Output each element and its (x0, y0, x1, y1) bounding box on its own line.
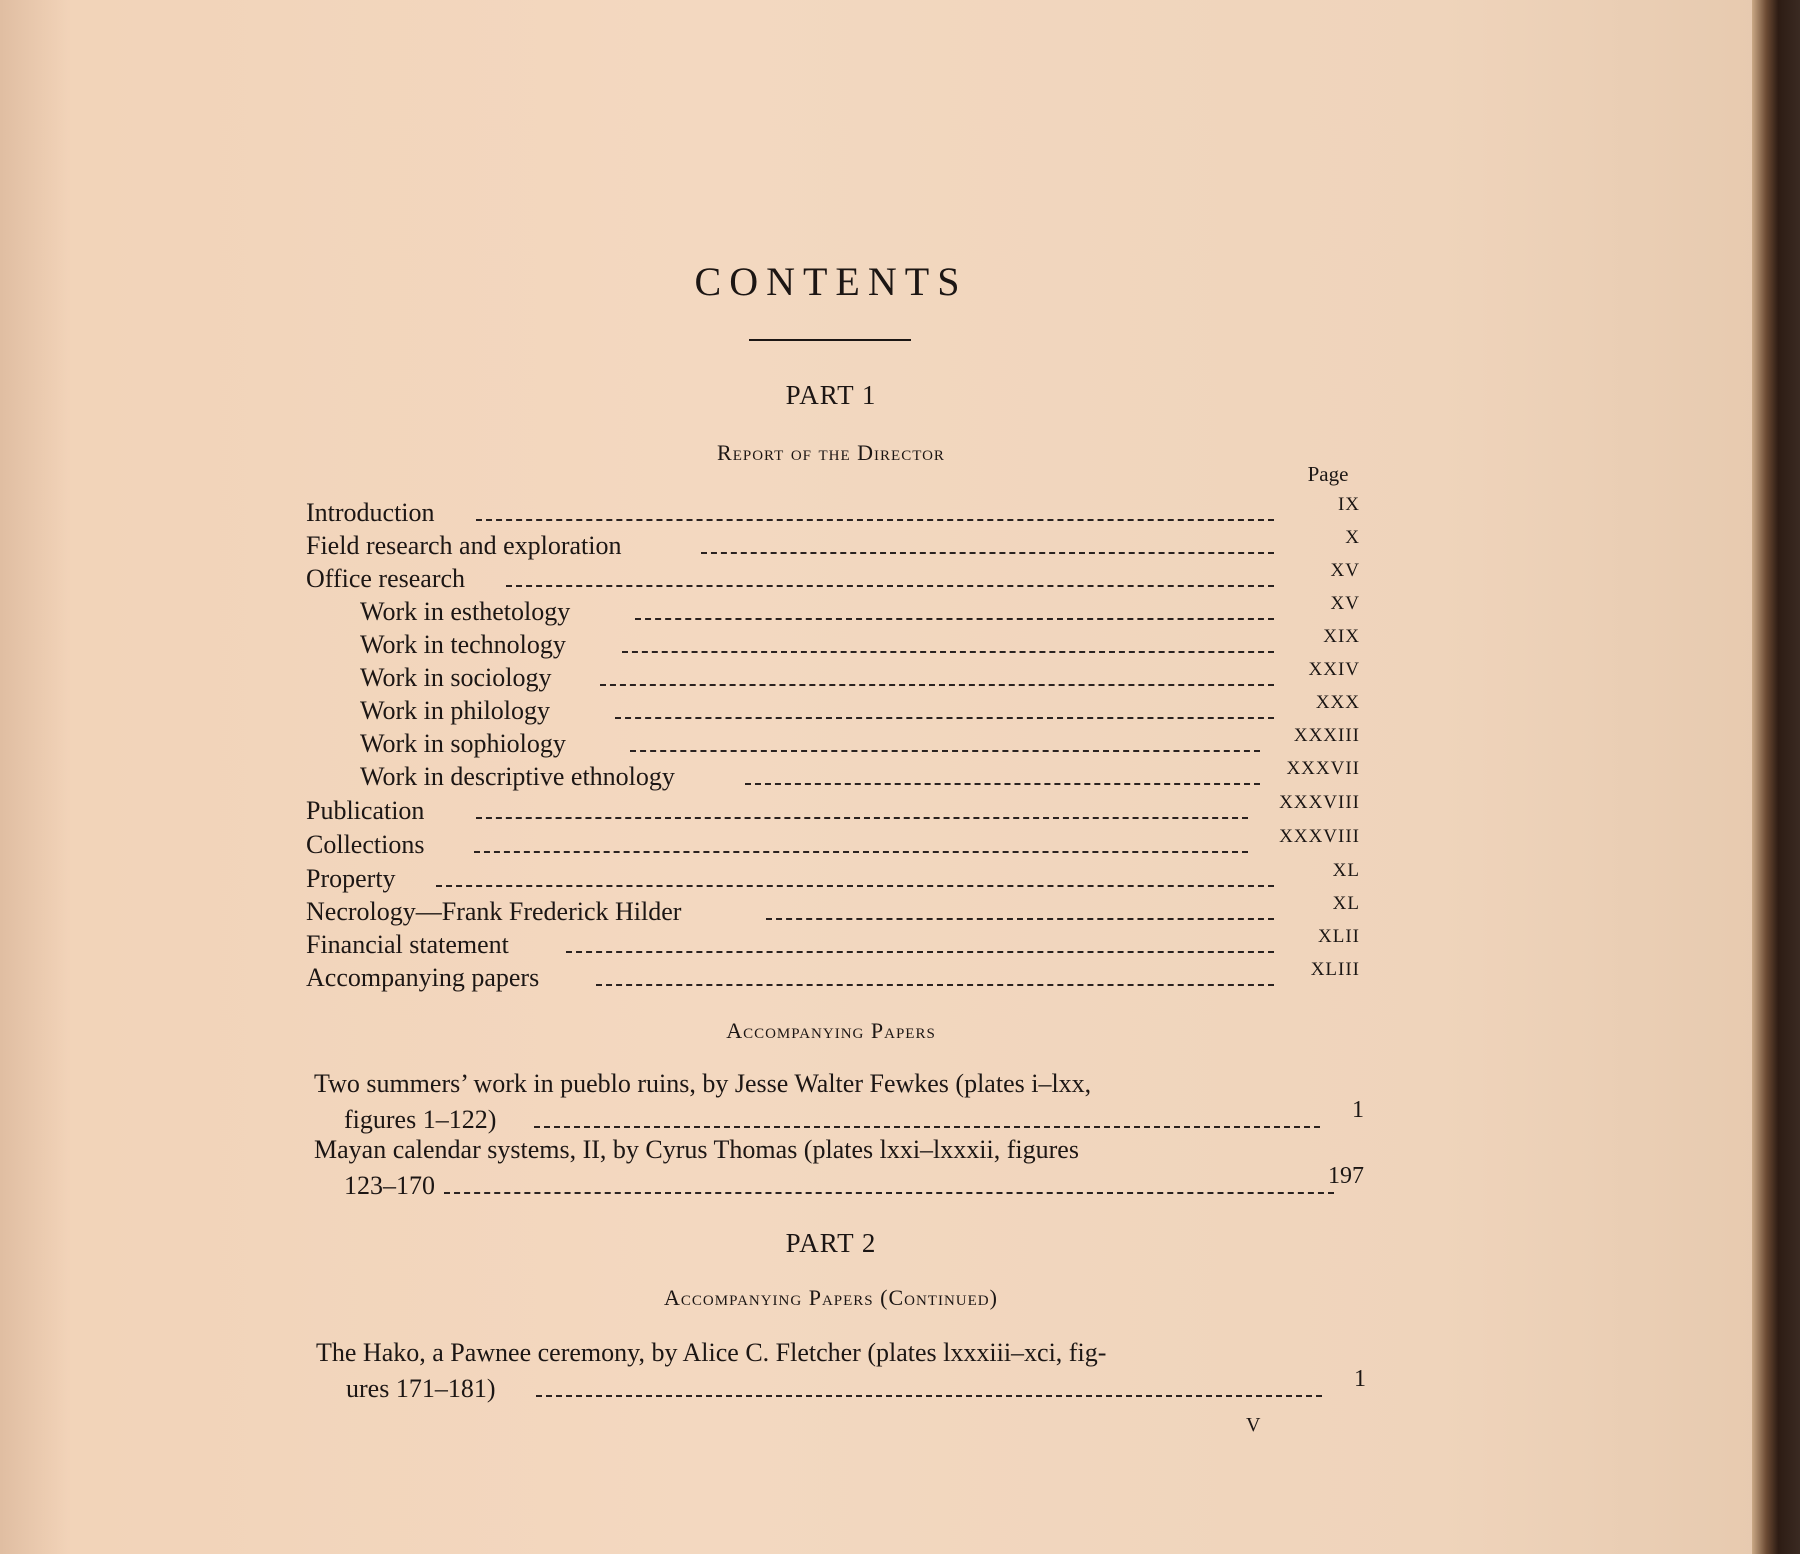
toc-label: Work in sociology (360, 663, 552, 692)
toc-page-number: XIX (1323, 626, 1360, 647)
toc-row (306, 527, 1360, 562)
toc-label: Work in philology (360, 696, 551, 725)
toc-row (360, 692, 1360, 727)
paper-line-2 (316, 1371, 1366, 1407)
toc-row (360, 725, 1360, 760)
toc-row (360, 659, 1360, 694)
leader-dots (436, 885, 1274, 887)
title-rule (749, 339, 911, 341)
page-column-header: Page (1307, 462, 1349, 486)
paper-line-2-text: figures 1–122) (344, 1105, 497, 1134)
toc-page-number: IX (1337, 494, 1360, 515)
toc-page-number: XL (1332, 860, 1360, 881)
leader-dots (566, 951, 1274, 953)
paper-page-number: 1 (1354, 1366, 1366, 1392)
toc-page-number: XXXVIII (1279, 792, 1360, 813)
leader-dots (506, 585, 1274, 587)
part1-heading: PART 1 (785, 380, 877, 410)
toc-row (306, 560, 1360, 595)
toc-row (306, 826, 1360, 861)
leader-dots (476, 817, 1248, 819)
leader-dots (630, 750, 1260, 752)
leader-dots (534, 1126, 1320, 1128)
leader-dots (474, 851, 1248, 853)
part2-heading: PART 2 (785, 1228, 877, 1258)
leader-dots (600, 684, 1274, 686)
paper-line-2 (314, 1168, 1364, 1204)
paper-line-1: Mayan calendar systems, II, by Cyrus Thomas (plates lxxi–lxxxii, figures (314, 1135, 1079, 1164)
leader-dots (766, 918, 1274, 920)
toc-label: Collections (306, 830, 425, 859)
toc-row (306, 893, 1360, 928)
paper-line-1: The Hako, a Pawnee ceremony, by Alice C. Fletcher (plates lxxxiii–xci, fig- (316, 1338, 1107, 1367)
leader-dots (701, 552, 1274, 554)
toc-row (360, 758, 1360, 793)
toc-row (306, 926, 1360, 961)
paper-entry (314, 1132, 1364, 1204)
leader-dots (596, 984, 1274, 986)
toc-row (306, 792, 1360, 827)
papers-heading: Accompanying Papers (726, 1018, 936, 1043)
folio-page-number: V (1246, 1414, 1261, 1436)
leader-dots (745, 783, 1260, 785)
papers-continued-heading: Accompanying Papers (Continued) (664, 1285, 998, 1310)
toc-row (306, 860, 1360, 895)
toc-page-number: XXXVII (1286, 758, 1360, 779)
toc-label: Introduction (306, 498, 435, 527)
toc-label: Work in descriptive ethnology (360, 762, 675, 791)
paper-page-number: 197 (1328, 1163, 1364, 1189)
toc-label: Work in sophiology (360, 729, 566, 758)
toc-page-number: XV (1330, 593, 1360, 614)
leader-dots (444, 1192, 1334, 1194)
toc-label: Field research and exploration (306, 531, 622, 560)
report-heading: Report of the Director (717, 440, 945, 465)
toc-page-number: XLIII (1310, 959, 1360, 980)
leader-dots (615, 717, 1274, 719)
toc-label: Work in esthetology (360, 597, 571, 626)
leader-dots (622, 651, 1274, 653)
paper-line-2-text: ures 171–181) (346, 1374, 496, 1403)
toc-label: Accompanying papers (306, 963, 540, 992)
toc-label: Necrology—Frank Frederick Hilder (306, 897, 682, 926)
toc-label: Office research (306, 564, 466, 593)
paper-line-1: Two summers’ work in pueblo ruins, by Jesse Walter Fewkes (plates i–lxx, (314, 1069, 1092, 1098)
toc-page-number: XLII (1318, 926, 1360, 947)
toc-page-number: XXIV (1308, 659, 1360, 680)
toc-row (360, 593, 1360, 628)
toc-page-number: XL (1332, 893, 1360, 914)
toc-row (306, 494, 1360, 529)
toc-row (306, 959, 1360, 994)
toc-page-number: XXXIII (1293, 725, 1360, 746)
leader-dots (635, 618, 1274, 620)
paper-page-number: 1 (1352, 1097, 1364, 1123)
paper-line-2-text: 123–170 (344, 1171, 435, 1200)
toc-page-number: XV (1330, 560, 1360, 581)
toc-page-number: XXXVIII (1279, 826, 1360, 847)
paper-entry (314, 1066, 1364, 1138)
toc-row (360, 626, 1360, 661)
toc-label: Financial statement (306, 930, 509, 959)
leader-dots (476, 519, 1274, 521)
leader-dots (536, 1395, 1322, 1397)
toc-label: Work in technology (360, 630, 566, 659)
page-title: CONTENTS (694, 259, 968, 304)
toc-page-number: X (1345, 527, 1360, 548)
toc-label: Publication (306, 796, 425, 825)
toc-page-number: XXX (1315, 692, 1360, 713)
toc-label: Property (306, 864, 396, 893)
paper-entry (316, 1335, 1366, 1407)
